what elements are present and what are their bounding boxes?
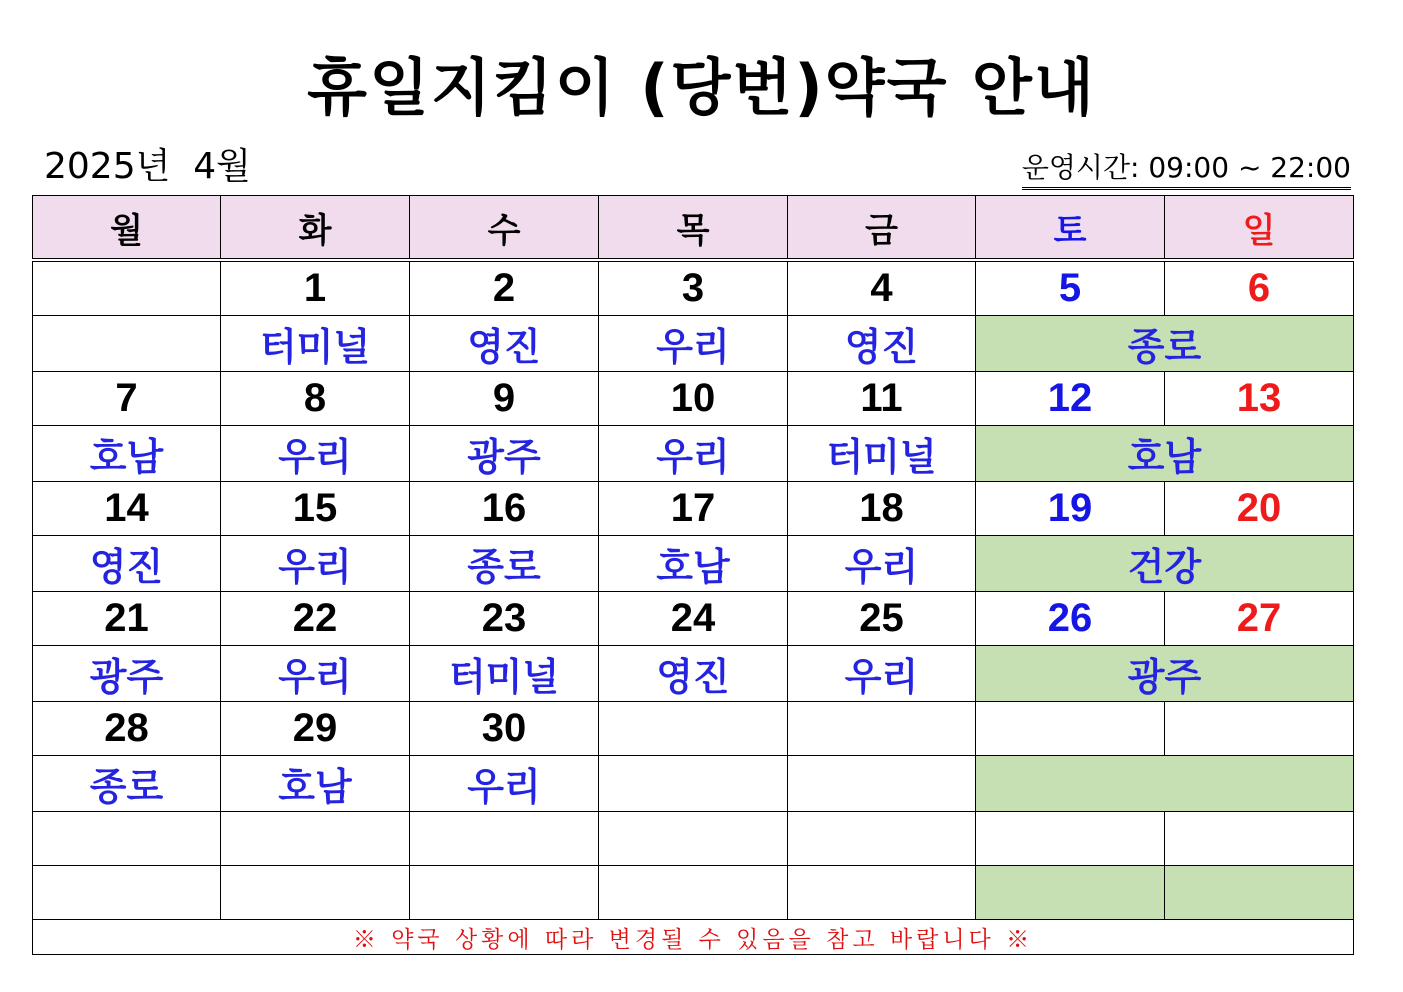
- date-cell: 14: [33, 482, 221, 536]
- date-cell-saturday: [976, 702, 1165, 756]
- note-row: [33, 920, 1354, 955]
- date-row: [33, 260, 1354, 316]
- weekday-thu: 목: [599, 196, 788, 261]
- date-cell: [599, 702, 788, 756]
- pharmacy-cell: 호남: [599, 536, 788, 592]
- date-cell-sunday: 27: [1165, 592, 1354, 646]
- pharmacy-cell: [599, 756, 788, 812]
- date-cell: 25: [788, 592, 976, 646]
- date-row: [33, 372, 1354, 426]
- date-row: [33, 482, 1354, 536]
- date-cell: 1: [221, 260, 410, 316]
- pharmacy-cell: 우리: [599, 316, 788, 372]
- pharmacy-cell: 영진: [788, 316, 976, 372]
- weekday-sun: 일: [1165, 196, 1354, 261]
- date-cell-saturday: 26: [976, 592, 1165, 646]
- pharmacy-cell: [410, 866, 599, 920]
- pharmacy-calendar: [32, 195, 1354, 955]
- pharmacy-cell: 터미널: [221, 316, 410, 372]
- date-cell: 18: [788, 482, 976, 536]
- weekday-fri: 금: [788, 196, 976, 261]
- pharmacy-row: [33, 426, 1354, 482]
- date-cell: [599, 812, 788, 866]
- pharmacy-cell: [33, 866, 221, 920]
- date-cell-sunday: 6: [1165, 260, 1354, 316]
- date-cell: [788, 702, 976, 756]
- pharmacy-cell: 우리: [221, 646, 410, 702]
- date-cell: 2: [410, 260, 599, 316]
- date-cell: [410, 812, 599, 866]
- pharmacy-cell: 영진: [599, 646, 788, 702]
- pharmacy-cell: 우리: [221, 536, 410, 592]
- operating-hours: 운영시간: 09:00 ~ 22:00: [1022, 146, 1351, 190]
- weekend-pharmacy-cell: 광주: [976, 646, 1354, 702]
- date-cell-saturday: 19: [976, 482, 1165, 536]
- weekday-wed: 수: [410, 196, 599, 261]
- date-cell: 3: [599, 260, 788, 316]
- year-month-label: 2025년 4월: [44, 146, 251, 187]
- weekday-sat: 토: [976, 196, 1165, 261]
- weekend-pharmacy-cell: 종로: [976, 316, 1354, 372]
- pharmacy-cell: [599, 866, 788, 920]
- pharmacy-cell: [788, 756, 976, 812]
- pharmacy-cell: 우리: [599, 426, 788, 482]
- pharmacy-cell: 우리: [410, 756, 599, 812]
- date-cell: 23: [410, 592, 599, 646]
- date-cell: 7: [33, 372, 221, 426]
- pharmacy-cell: 우리: [788, 536, 976, 592]
- date-cell: 21: [33, 592, 221, 646]
- date-cell: 17: [599, 482, 788, 536]
- date-cell: 15: [221, 482, 410, 536]
- weekday-header-row: [33, 196, 1354, 261]
- date-cell: 29: [221, 702, 410, 756]
- date-cell-saturday: 5: [976, 260, 1165, 316]
- pharmacy-cell: 우리: [221, 426, 410, 482]
- date-cell: 16: [410, 482, 599, 536]
- pharmacy-row: [33, 866, 1354, 920]
- weekend-pharmacy-cell: 호남: [976, 426, 1354, 482]
- pharmacy-cell: 종로: [33, 756, 221, 812]
- pharmacy-cell: 광주: [33, 646, 221, 702]
- date-cell: 24: [599, 592, 788, 646]
- date-cell-saturday: 12: [976, 372, 1165, 426]
- pharmacy-cell: 영진: [410, 316, 599, 372]
- weekday-mon: 월: [33, 196, 221, 261]
- date-cell: 22: [221, 592, 410, 646]
- date-cell: 9: [410, 372, 599, 426]
- date-cell: [221, 812, 410, 866]
- pharmacy-cell: 종로: [410, 536, 599, 592]
- date-cell: 11: [788, 372, 976, 426]
- date-cell: [33, 812, 221, 866]
- date-cell-sunday: 20: [1165, 482, 1354, 536]
- date-cell-saturday: [976, 812, 1165, 866]
- date-cell: 10: [599, 372, 788, 426]
- date-cell: 28: [33, 702, 221, 756]
- date-row: [33, 812, 1354, 866]
- weekend-pharmacy-cell-saturday: [976, 866, 1165, 920]
- pharmacy-cell: 호남: [221, 756, 410, 812]
- footer-note: ※ 약국 상황에 따라 변경될 수 있음을 참고 바랍니다 ※: [33, 920, 1354, 955]
- date-cell: 4: [788, 260, 976, 316]
- pharmacy-cell: [221, 866, 410, 920]
- pharmacy-cell: 광주: [410, 426, 599, 482]
- pharmacy-cell: [788, 866, 976, 920]
- date-cell-sunday: [1165, 812, 1354, 866]
- pharmacy-cell: [33, 316, 221, 372]
- weekend-pharmacy-cell-sunday: [1165, 866, 1354, 920]
- date-row: [33, 702, 1354, 756]
- page-title: 휴일지킴이 (당번)약국 안내: [307, 51, 1096, 124]
- weekday-tue: 화: [221, 196, 410, 261]
- pharmacy-cell: 우리: [788, 646, 976, 702]
- date-cell-sunday: [1165, 702, 1354, 756]
- weekend-pharmacy-cell: 건강: [976, 536, 1354, 592]
- pharmacy-cell: 영진: [33, 536, 221, 592]
- pharmacy-cell: 호남: [33, 426, 221, 482]
- pharmacy-row: [33, 316, 1354, 372]
- pharmacy-row: [33, 756, 1354, 812]
- date-cell: [33, 260, 221, 316]
- date-cell-sunday: 13: [1165, 372, 1354, 426]
- pharmacy-cell: 터미널: [410, 646, 599, 702]
- pharmacy-row: [33, 536, 1354, 592]
- date-cell: 30: [410, 702, 599, 756]
- pharmacy-row: [33, 646, 1354, 702]
- pharmacy-cell: 터미널: [788, 426, 976, 482]
- date-cell: 8: [221, 372, 410, 426]
- weekend-pharmacy-cell: [976, 756, 1354, 812]
- date-cell: [788, 812, 976, 866]
- date-row: [33, 592, 1354, 646]
